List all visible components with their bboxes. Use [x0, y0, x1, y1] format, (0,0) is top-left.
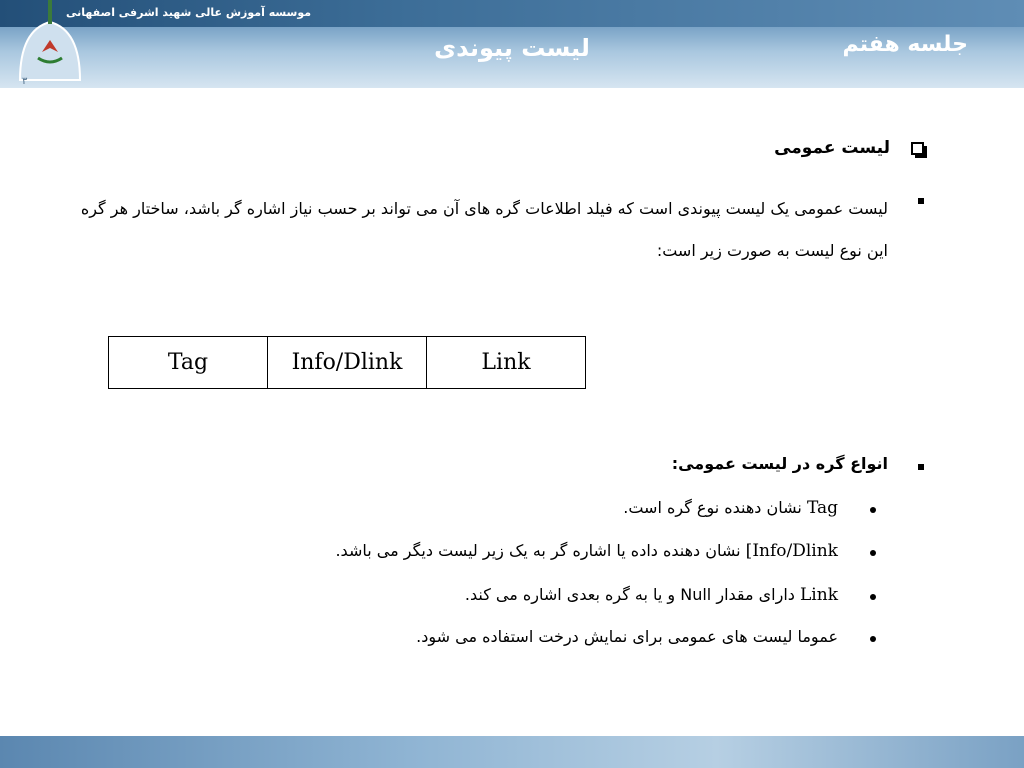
item-text: عموما لیست های عمومی برای نمایش درخت استفاده می شود. — [416, 627, 838, 646]
checkbox-bullet-icon — [911, 142, 924, 155]
types-heading: انواع گره در لیست عمومی: — [671, 454, 888, 473]
item-text: دارای مقدار Null و یا به گره بعدی اشاره می کند. — [464, 585, 801, 604]
item-text: نشان دهنده داده یا اشاره گر به یک زیر لیست دیگر می باشد. — [335, 541, 746, 560]
term-info-dlink: Info/Dlink] — [745, 541, 838, 561]
term-link: Link — [800, 585, 838, 605]
link-cell: Link — [427, 337, 586, 389]
definition-paragraph: لیست عمومی یک لیست پیوندی است که فیلد اطلاعات گره های آن می تواند بر حسب نیاز اشاره گر باشد، ساختار هر گره این نوع لیست به صورت زیر است: — [80, 199, 888, 260]
table-row — [109, 337, 586, 389]
term-tag: Tag — [806, 498, 838, 518]
node-structure-table — [108, 336, 586, 389]
square-bullet-icon — [918, 464, 924, 470]
session-label: جلسه هفتم — [842, 32, 968, 57]
section-heading — [774, 138, 890, 158]
list-item — [623, 498, 838, 518]
tag-cell: Tag — [109, 337, 268, 389]
slide-footer — [0, 736, 1024, 768]
square-bullet-icon — [918, 198, 924, 204]
dot-bullet-icon — [870, 636, 876, 642]
list-item — [335, 541, 838, 561]
slide-title: لیست پیوندی — [434, 34, 590, 62]
slide-header — [0, 0, 1024, 88]
section-heading-text: لیست عمومی — [774, 138, 890, 158]
dot-bullet-icon — [870, 594, 876, 600]
dot-bullet-icon — [870, 507, 876, 513]
item-text: نشان دهنده نوع گره است. — [623, 498, 807, 517]
info-dlink-cell: Info/Dlink — [268, 337, 427, 389]
list-item — [416, 627, 838, 646]
list-item — [465, 585, 838, 605]
dot-bullet-icon — [870, 550, 876, 556]
institute-name: موسسه آموزش عالی شهید اشرفی اصفهانی — [66, 6, 312, 19]
svg-text:۳: ۳ — [22, 76, 28, 87]
